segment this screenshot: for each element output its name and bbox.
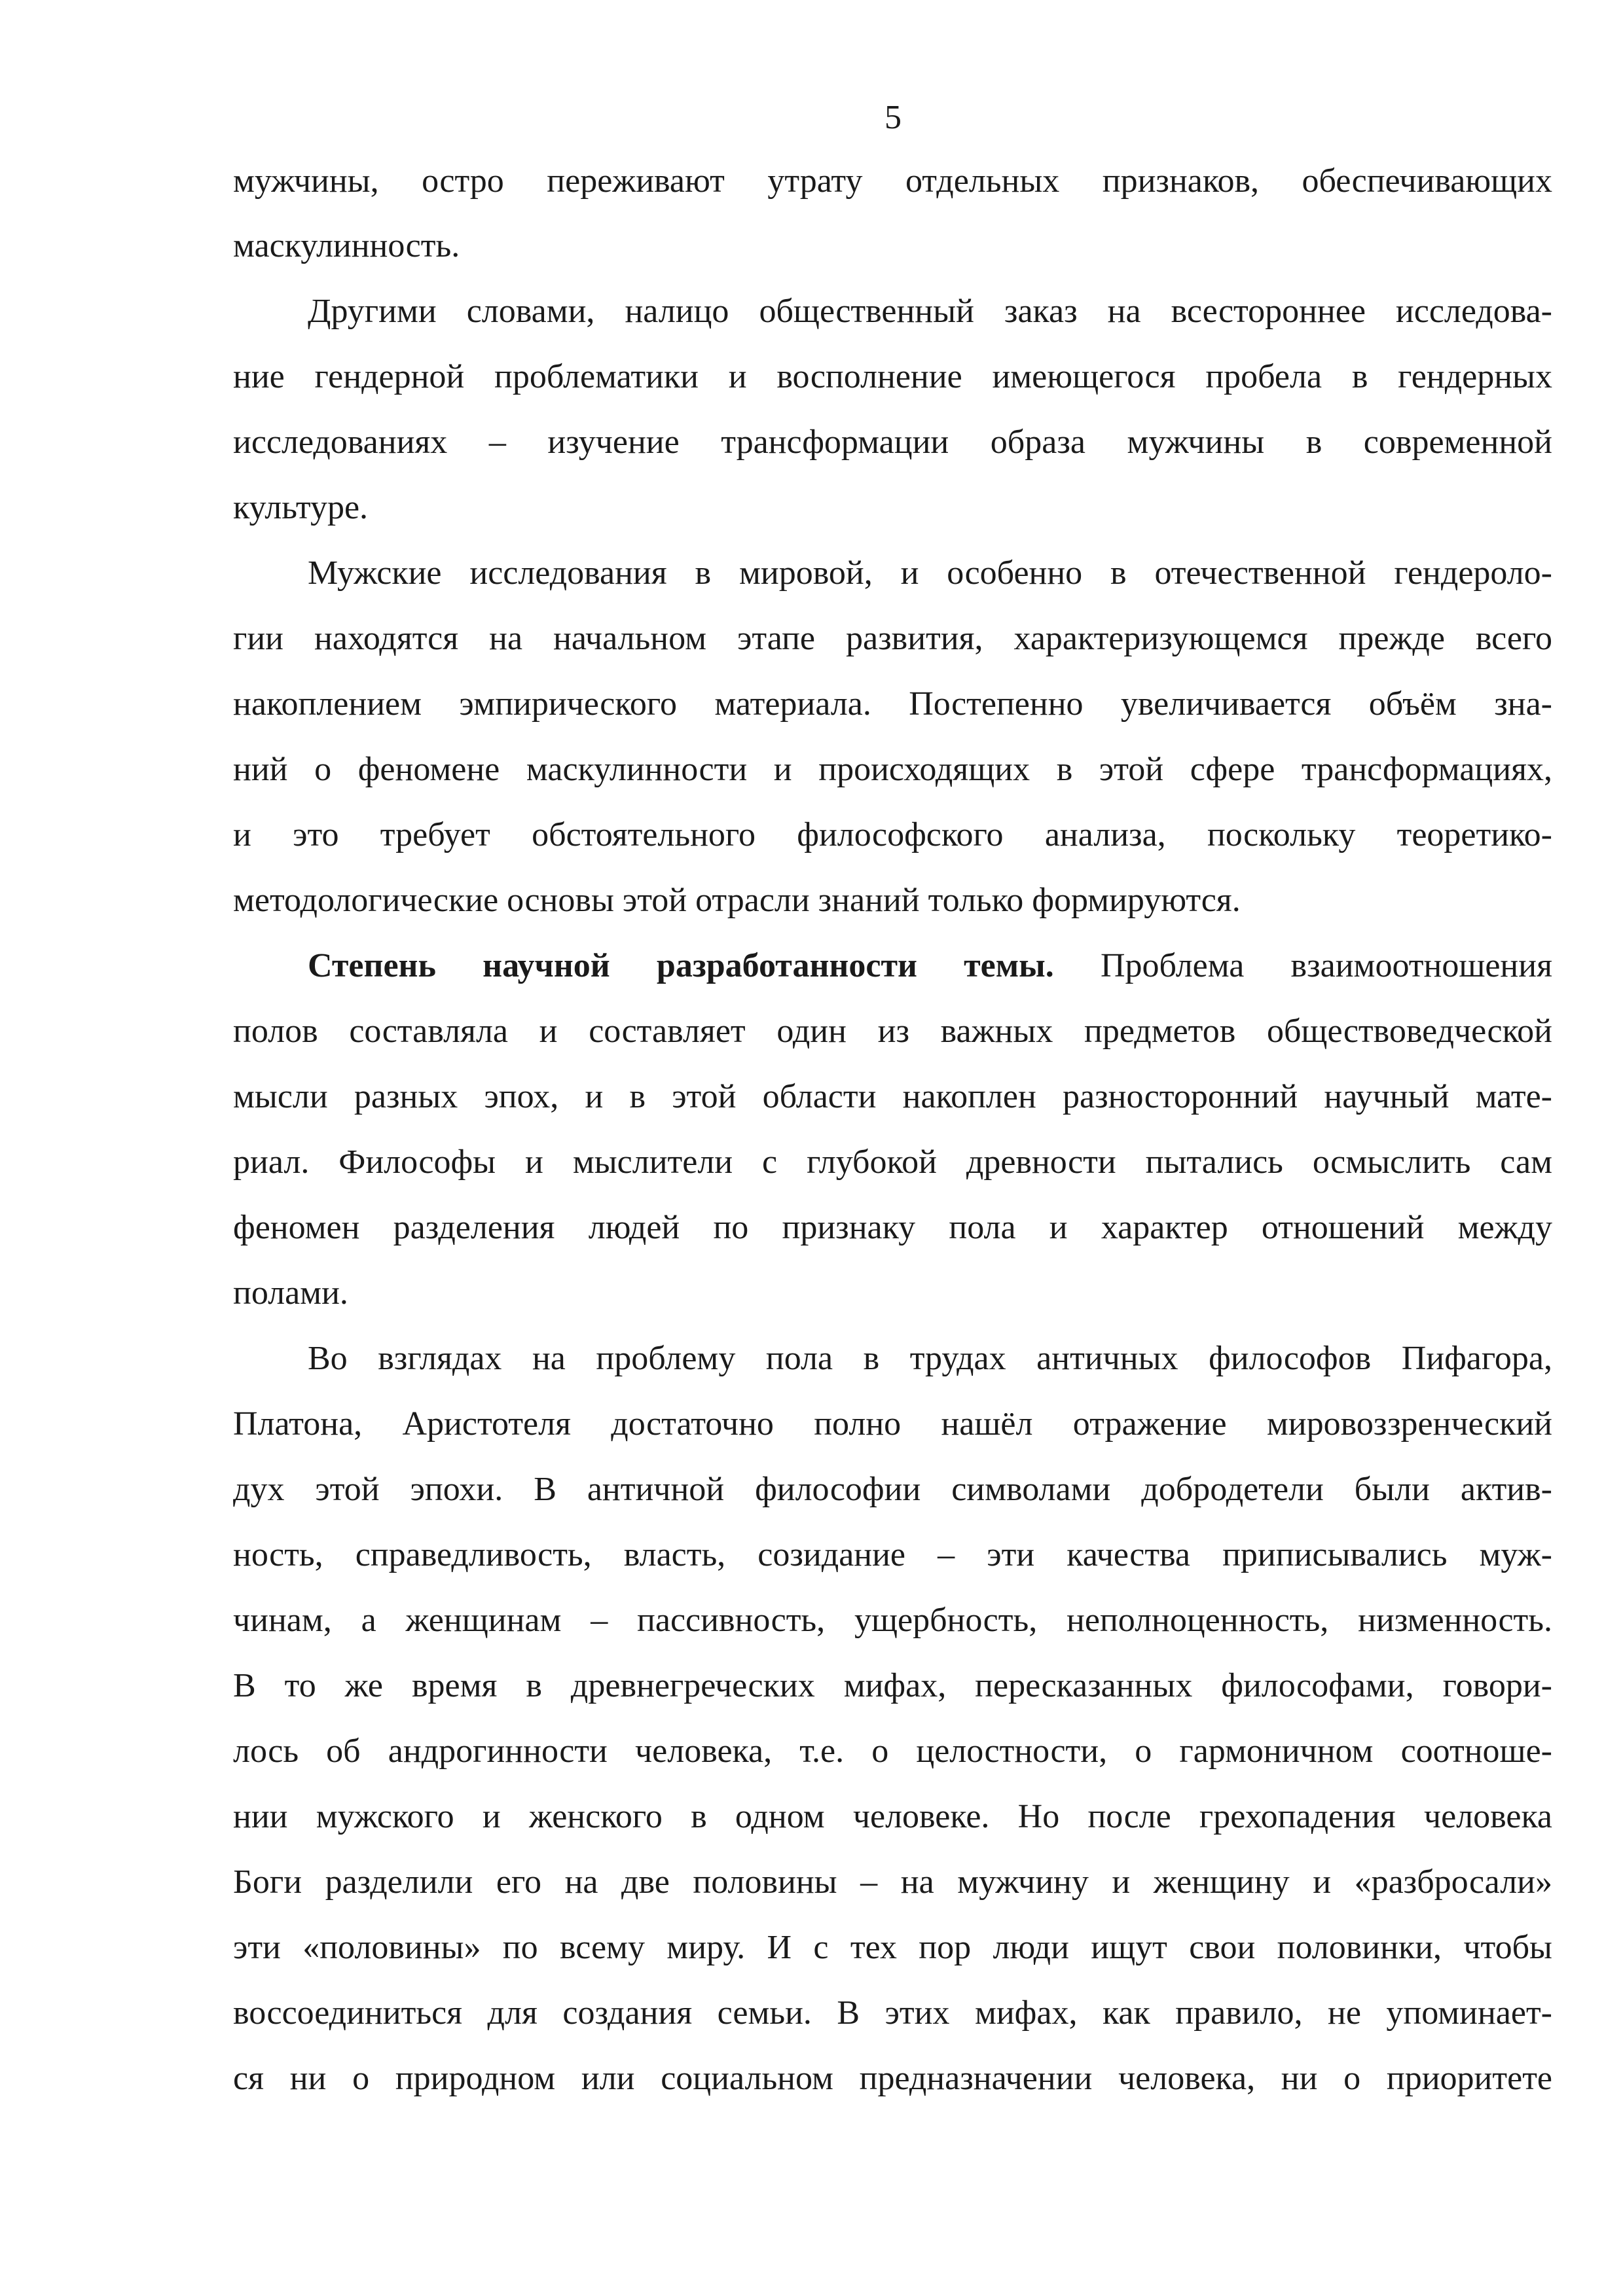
text-line: Другими словами, налицо общественный заказ на всестороннее исследова- [308,293,1552,330]
text-line: культуре. [233,489,369,526]
section-heading: Степень научной разработанности темы. [308,947,1054,984]
text-line: мужчины, остро переживают утрату отдельных признаков, обеспечивающих [233,162,1552,200]
text-line: лось об андрогинности человека, т.е. о целостности, о гармоничном соотноше- [233,1732,1552,1770]
text-line: полами. [233,1274,348,1312]
text-line: ний о феномене маскулинности и происходящих в этой сфере трансформациях, [233,751,1552,788]
text-line: ность, справедливость, власть, созидание – эти качества приписывались муж- [233,1536,1552,1573]
text-line: методологические основы этой отрасли знаний только формируются. [233,882,1241,919]
text-line: ние гендерной проблематики и восполнение имеющегося пробела в гендерных [233,358,1552,395]
text-line: накоплением эмпирического материала. Постепенно увеличивается объём зна- [233,685,1552,723]
text-line: маскулинность. [233,227,460,264]
text-line: гии находятся на начальном этапе развития, характеризующемся прежде всего [233,620,1552,657]
text-line [308,946,1552,986]
text-line: исследованиях – изучение трансформации образа мужчины в современной [233,423,1552,461]
text-line: эти «половины» по всему миру. И с тех пор люди ищут свои половинки, чтобы [233,1929,1552,1966]
text-line: мысли разных эпох, и в этой области накоплен разносторонний научный мате- [233,1078,1552,1115]
text-line: Платона, Аристотеля достаточно полно нашёл отражение мировоззренческий [233,1405,1552,1443]
text-line: Мужские исследования в мировой, и особенно в отечественной гендероло- [308,554,1552,592]
text-line: дух этой эпохи. В античной философии символами добродетели были актив- [233,1471,1552,1508]
text-line: полов составляла и составляет один из важных предметов обществоведческой [233,1013,1552,1050]
text-line: нии мужского и женского в одном человеке. Но после грехопадения человека [233,1798,1552,1835]
text-line: В то же время в древнегреческих мифах, пересказанных философами, говори- [233,1667,1552,1704]
text-line: ся ни о природном или социальном предназначении человека, ни о приоритете [233,2060,1552,2097]
text-line: Боги разделили его на две половины – на мужчину и женщину и «разбросали» [233,1863,1552,1901]
text-line: воссоединиться для создания семьи. В этих мифах, как правило, не упоминает- [233,1994,1552,2032]
text-line: Во взглядах на проблему пола в трудах античных философов Пифагора, [308,1340,1552,1377]
heading-line-rest: Проблема взаимоотношения [1100,947,1552,984]
page-number: 5 [884,99,902,136]
text-line: феномен разделения людей по признаку пола и характер отношений между [233,1209,1552,1246]
text-line: чинам, а женщинам – пассивность, ущербность, неполноценность, низменность. [233,1602,1552,1639]
text-line: риал. Философы и мыслители с глубокой древности пытались осмыслить сам [233,1143,1552,1181]
text-line: и это требует обстоятельного философского анализа, поскольку теоретико- [233,816,1552,853]
